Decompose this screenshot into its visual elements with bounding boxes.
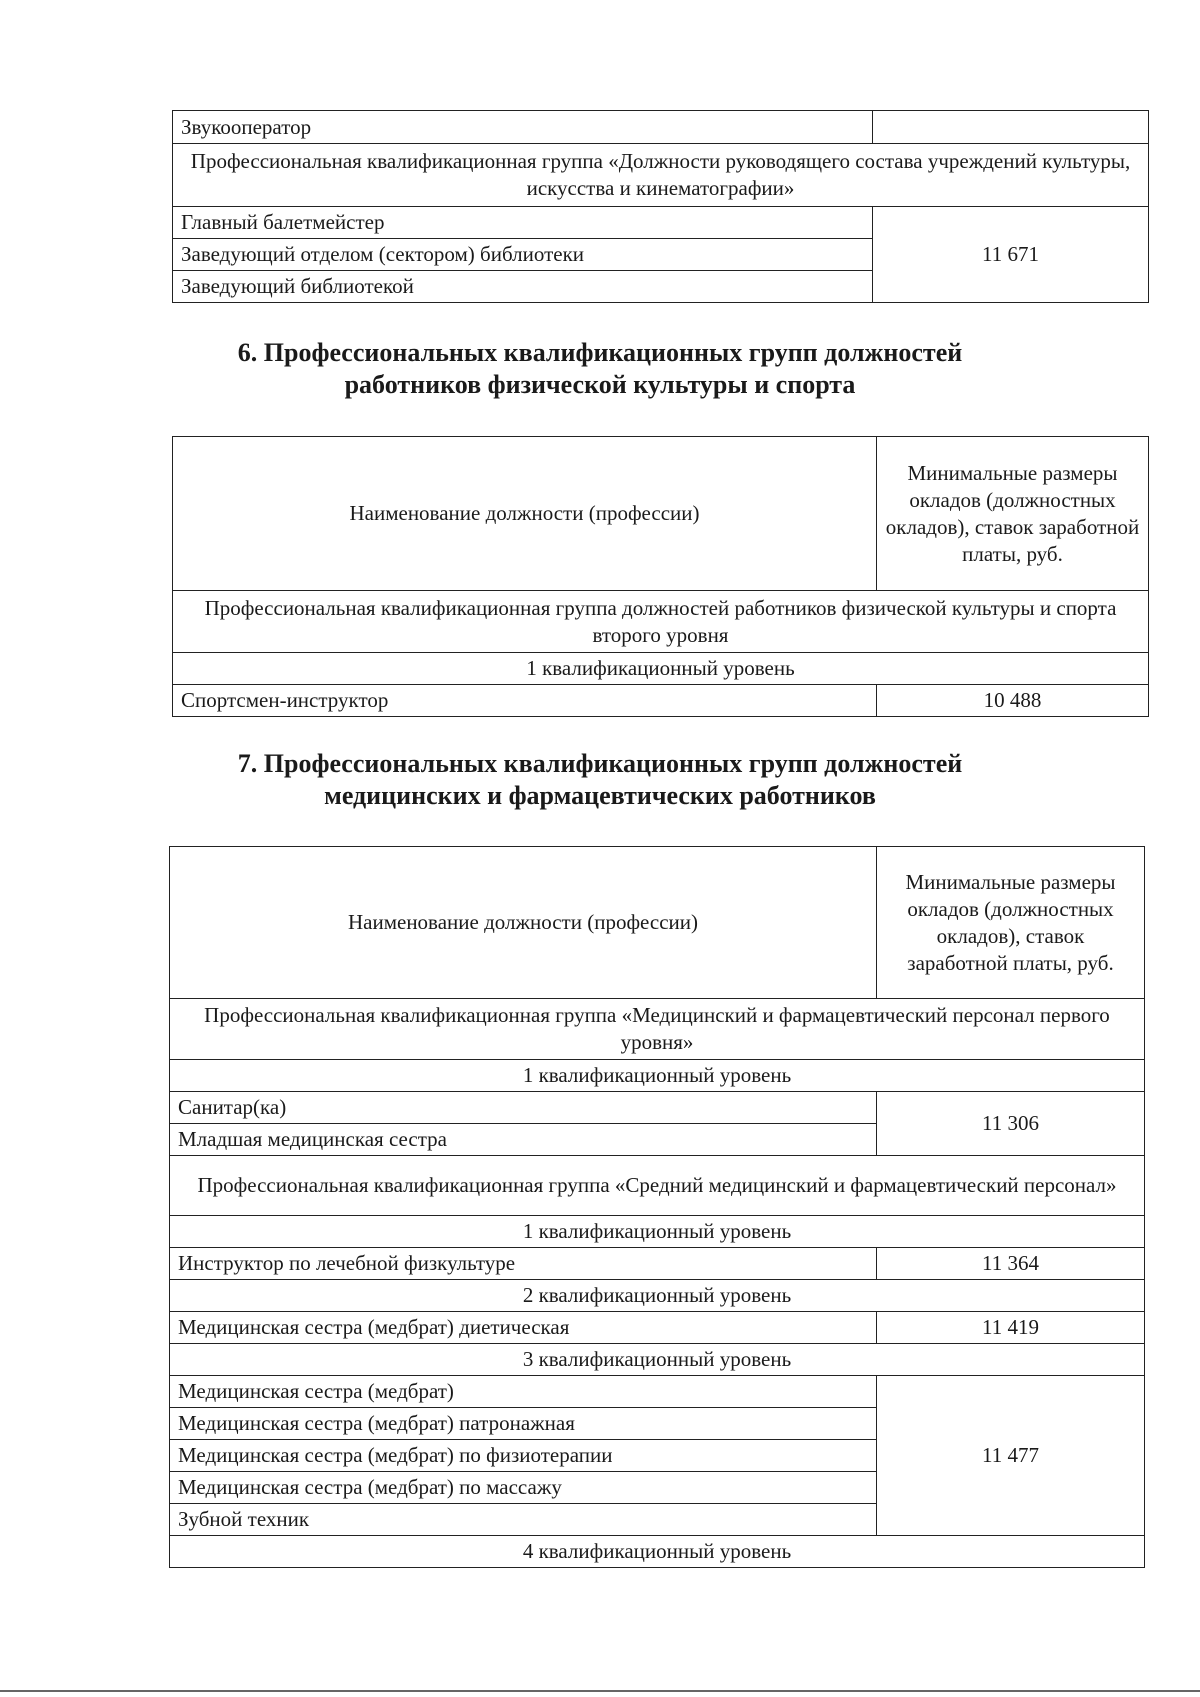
position-name: Санитар(ка) <box>170 1092 877 1124</box>
table-row <box>173 111 1149 144</box>
qualification-level: 4 квалификационный уровень <box>170 1536 1145 1568</box>
table-row <box>173 207 1149 239</box>
culture-leadership-table <box>172 110 1149 303</box>
page-bottom-divider <box>0 1690 1200 1692</box>
position-name: Зубной техник <box>170 1504 877 1536</box>
group-title-row <box>173 144 1149 207</box>
header-row <box>170 847 1145 999</box>
header-row <box>173 437 1149 591</box>
qualification-level: 3 квалификационный уровень <box>170 1344 1145 1376</box>
salary-value: 11 306 <box>877 1092 1145 1156</box>
header-position-name: Наименование должности (профессии) <box>173 437 877 591</box>
position-name: Заведующий отделом (сектором) библиотеки <box>173 239 873 271</box>
position-name: Инструктор по лечебной физкультуре <box>170 1248 877 1280</box>
position-name: Медицинская сестра (медбрат) по физиотерапии <box>170 1440 877 1472</box>
section-6-heading <box>0 337 1200 401</box>
group-title-row <box>170 999 1145 1060</box>
position-name: Младшая медицинская сестра <box>170 1124 877 1156</box>
qualification-level: 2 квалификационный уровень <box>170 1280 1145 1312</box>
group-title-row <box>173 591 1149 653</box>
position-name: Звукооператор <box>173 111 873 144</box>
salary-value: 11 671 <box>873 207 1149 303</box>
salary-value <box>873 111 1149 144</box>
position-name: Медицинская сестра (медбрат) патронажная <box>170 1408 877 1440</box>
group-title: Профессиональная квалификационная группа «Должности руководящего состава учреждений культуры, искусства и кинематографии» <box>173 144 1149 207</box>
position-name: Медицинская сестра (медбрат) диетическая <box>170 1312 877 1344</box>
salary-value: 10 488 <box>877 685 1149 717</box>
qualification-level: 1 квалификационный уровень <box>173 653 1149 685</box>
level-row <box>173 653 1149 685</box>
section-7-title-line1: 7. Профессиональных квалификационных групп должностей <box>237 749 963 778</box>
level-row <box>170 1216 1145 1248</box>
group-title: Профессиональная квалификационная группа «Средний медицинский и фармацевтический персонал» <box>170 1156 1145 1216</box>
group-title: Профессиональная квалификационная группа «Медицинский и фармацевтический персонал первого уровня» <box>170 999 1145 1060</box>
header-salary: Минимальные размеры окладов (должностных окладов), ставок заработной платы, руб. <box>877 437 1149 591</box>
group-title-row <box>170 1156 1145 1216</box>
position-name: Заведующий библиотекой <box>173 271 873 303</box>
level-row <box>170 1536 1145 1568</box>
salary-value: 11 477 <box>877 1376 1145 1536</box>
level-row <box>170 1344 1145 1376</box>
header-position-name: Наименование должности (профессии) <box>170 847 877 999</box>
section-6-title-line2: работников физической культуры и спорта <box>344 370 856 399</box>
medical-workers-table <box>169 846 1145 1568</box>
position-name: Медицинская сестра (медбрат) <box>170 1376 877 1408</box>
table-row <box>170 1312 1145 1344</box>
position-name: Спортсмен-инструктор <box>173 685 877 717</box>
table-row <box>173 685 1149 717</box>
qualification-level: 1 квалификационный уровень <box>170 1216 1145 1248</box>
qualification-level: 1 квалификационный уровень <box>170 1060 1145 1092</box>
salary-value: 11 364 <box>877 1248 1145 1280</box>
position-name: Медицинская сестра (медбрат) по массажу <box>170 1472 877 1504</box>
section-7-title-line2: медицинских и фармацевтических работников <box>324 781 876 810</box>
table-row <box>170 1248 1145 1280</box>
sport-workers-table <box>172 436 1149 717</box>
level-row <box>170 1060 1145 1092</box>
section-7-heading <box>0 748 1200 812</box>
header-salary: Минимальные размеры окладов (должностных окладов), ставок заработной платы, руб. <box>877 847 1145 999</box>
group-title: Профессиональная квалификационная группа должностей работников физической культуры и спорта второго уровня <box>173 591 1149 653</box>
level-row <box>170 1280 1145 1312</box>
table-row <box>170 1092 1145 1124</box>
salary-value: 11 419 <box>877 1312 1145 1344</box>
position-name: Главный балетмейстер <box>173 207 873 239</box>
table-row <box>170 1376 1145 1408</box>
section-6-title-line1: 6. Профессиональных квалификационных групп должностей <box>237 338 963 367</box>
